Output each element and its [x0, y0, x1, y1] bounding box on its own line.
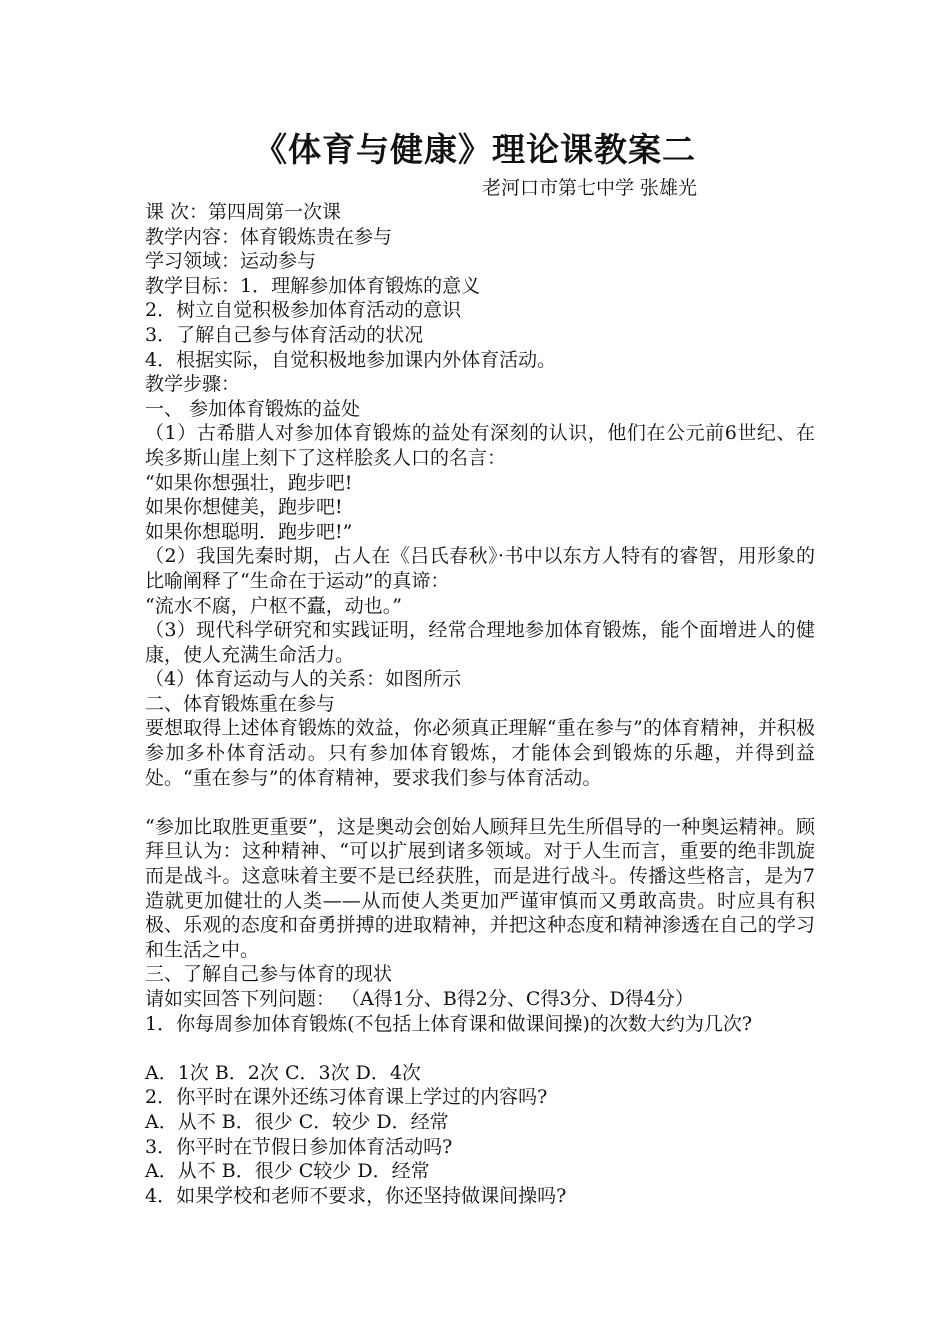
section-3-heading: 三、了解自己参与体育的现状	[145, 963, 393, 986]
document-title: 《体育与健康》理论课教案二	[254, 130, 696, 169]
learning-domain: 学习领域：运动参与	[145, 250, 317, 273]
objective-2: 2．树立自觉积极参加体育活动的意识	[145, 299, 462, 322]
lesson-session: 课 次：第四周第一次课	[145, 201, 342, 223]
question-1: 1．你每周参加体育锻炼(不包括上体育课和做课间操)的次数大约为几次?	[145, 1012, 753, 1035]
objective-4: 4．根据实际，自觉积极地参加课内外体育活动。	[145, 348, 557, 371]
question-1-options: A．1次 B．2次 C．3次 D．4次	[145, 1061, 421, 1084]
objective-3: 3．了解自己参与体育活动的状况	[145, 323, 424, 346]
quote-line-3: 如果你想聪明．跑步吧!”	[145, 520, 353, 543]
paragraph-participation: 要想取得上述体育锻炼的效益，你必须真正理解“重在参与”的体育精神，并积极参加多朴体育活动。只有参加体育锻炼，才能体会到锻炼的乐趣，并得到益处。“重在参与”的体育精神，要求我们参与体育活动。	[145, 717, 815, 789]
scoring-instructions: 请如实回答下列问题： （A得1分、B得2分、C得3分、D得4分）	[145, 988, 694, 1011]
objective-1: 教学目标：1．理解参加体育锻炼的意义	[145, 274, 481, 297]
steps-heading: 教学步骤：	[145, 373, 241, 396]
section-1-heading: 一、 参加体育锻炼的益处	[145, 397, 361, 420]
lesson-content: 教学内容：体育锻炼贵在参与	[145, 225, 393, 248]
quote-line-2: 如果你想健美，跑步吧!	[145, 496, 343, 519]
document-body	[145, 200, 815, 1208]
question-3-options: A．从不 B．很少 C较少 D．经常	[145, 1160, 430, 1183]
section-2-heading: 二、体育锻炼重在参与	[145, 692, 336, 715]
paragraph-greek: （1）古希腊人对参加体育锻炼的益处有深刻的认识，他们在公元前6世纪、在埃多斯山崖上刻下了这样脍炙人口的名言：	[145, 422, 815, 469]
author-line: 老河口市第七中学 张雄光	[482, 177, 698, 199]
paragraph-science: （3）现代科学研究和实践证明，经常合理地参加体育锻炼，能个面增进人的健康，使人充满生命活力。	[145, 619, 815, 666]
paragraph-olympic: “参加比取胜更重要”，这是奥动会创始人顾拜旦先生所倡导的一种奥运精神。顾拜旦认为：这种精神、“可以扩展到诸多领域。对于人生而言，重要的绝非凯旋而是战斗。这意味着主要不是已经获胜，而是进行战斗。传播这些格言，是为7造就更加健壮的人类——从而使人类更加严谨审慎而又勇敢高贵。时应具有积极、乐观的态度和奋勇拼搏的进取精神，并把这种态度和精神渗透在自己的学习和生活之中。	[145, 815, 815, 961]
relation-line: （4）体育运动与人的关系：如图所示	[145, 668, 462, 691]
quote-line-1: “如果你想强壮，跑步吧!	[145, 471, 353, 494]
question-2: 2．你平时在课外还练习体育课上学过的内容吗?	[145, 1086, 548, 1109]
paragraph-qin: （2）我国先秦时期，占人在《吕氏春秋》·书中以东方人特有的睿智，用形象的比喻阐释了“生命在于运动”的真谛：	[145, 545, 815, 592]
question-2-options: A．从不 B．很少 C．较少 D．经常	[145, 1111, 449, 1134]
question-3: 3．你平时在节假日参加体育活动吗?	[145, 1135, 453, 1158]
quote-water: “流水不腐，户枢不蠹，动也。”	[145, 594, 402, 617]
question-4: 4．如果学校和老师不要求，你还坚持做课间操吗?	[145, 1184, 567, 1207]
